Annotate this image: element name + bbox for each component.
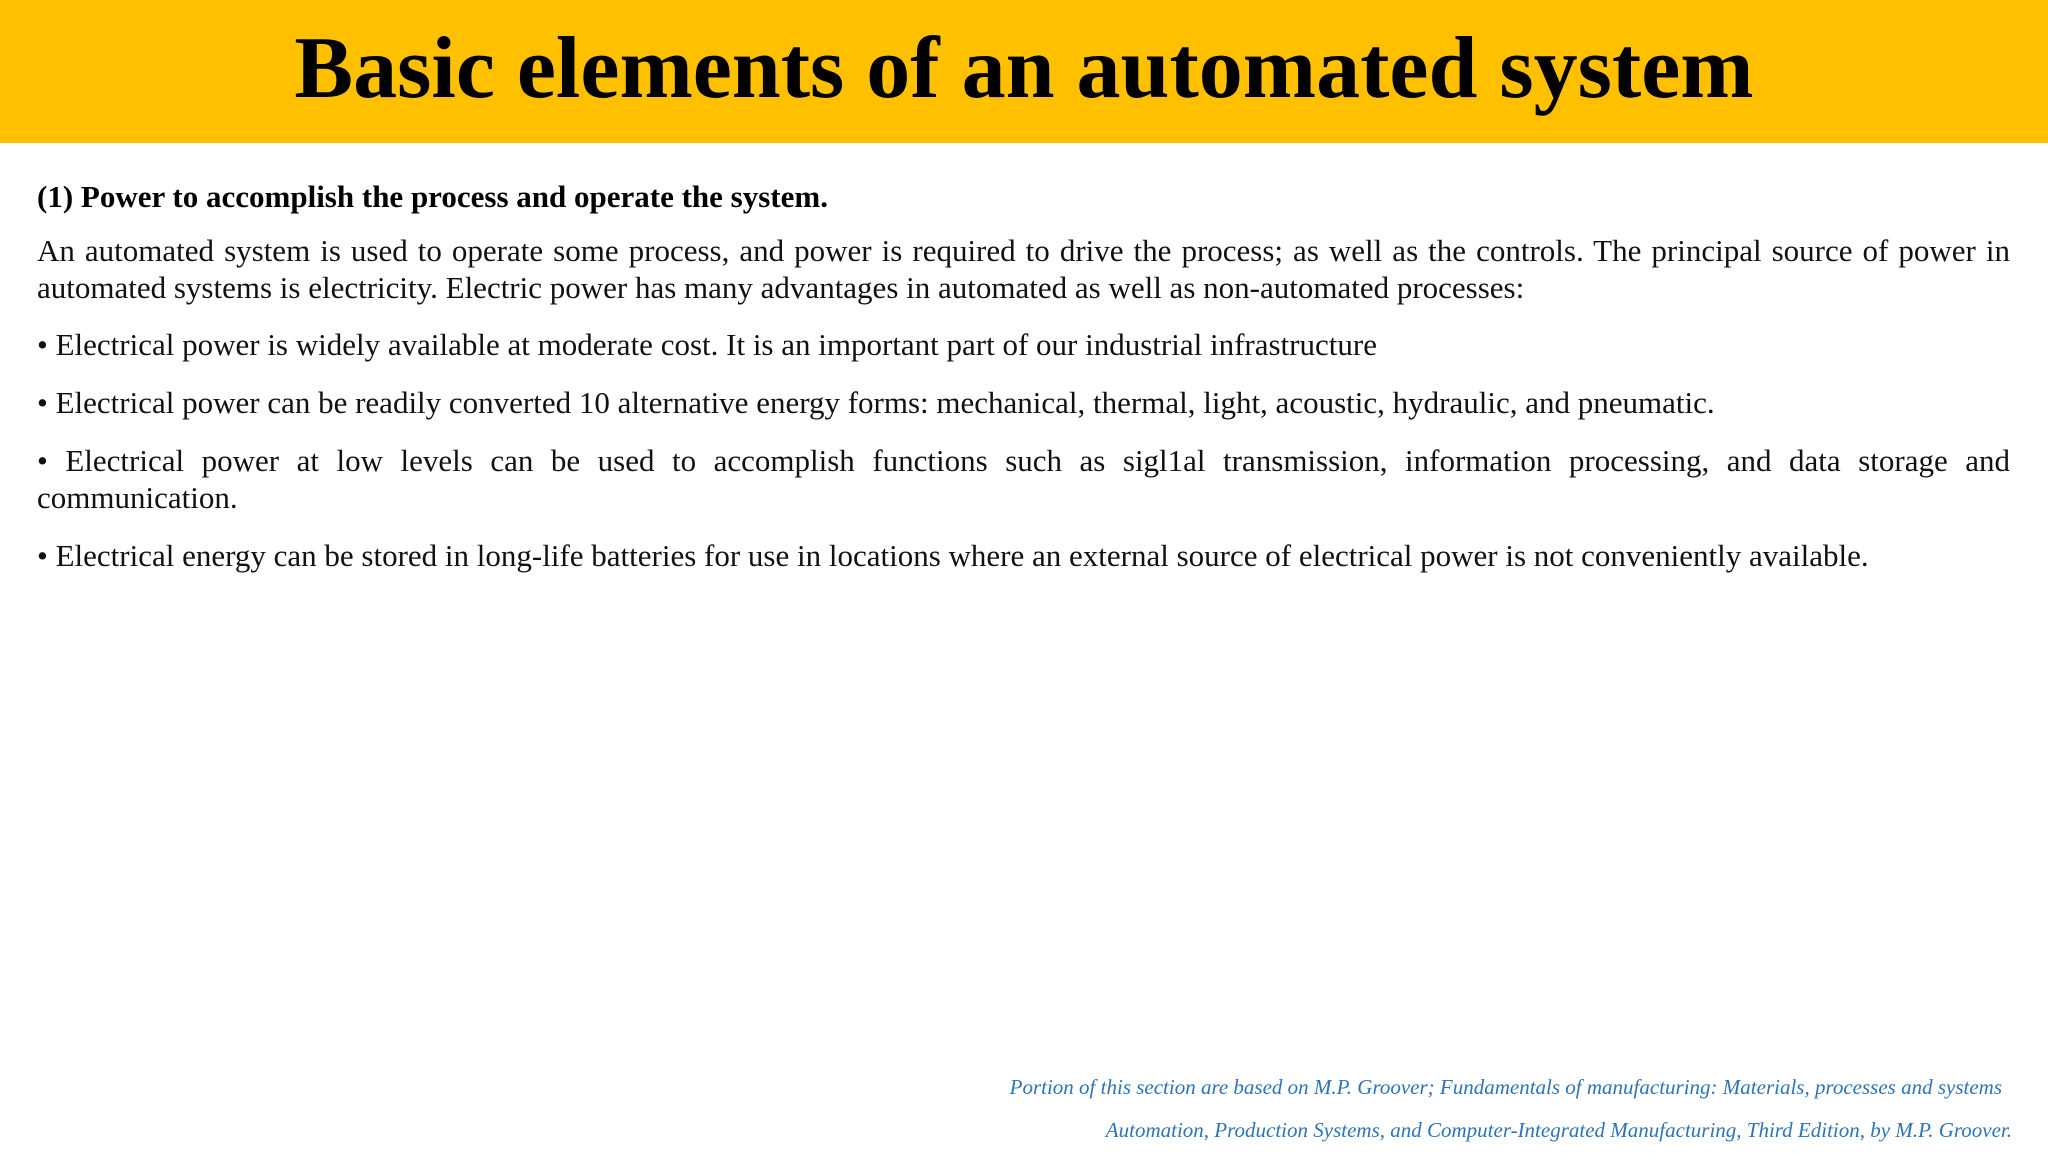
slide-title: Basic elements of an automated system xyxy=(294,19,1754,117)
slide-content xyxy=(37,178,2010,595)
bullet-item: • Electrical energy can be stored in long-life batteries for use in locations where an external source of electrical power is not conveniently available. xyxy=(37,538,1869,573)
bullet-item: • Electrical power is widely available at moderate cost. It is an important part of our industrial infrastructure xyxy=(37,327,1377,362)
references xyxy=(1010,1074,2012,1160)
intro-paragraph: An automated system is used to operate some process, and power is required to drive the process; as well as the controls. The principal source of power in automated systems is electricity. Electric power has many advantages in automated as well as non-automated processes: xyxy=(37,233,2010,305)
reference-line: Portion of this section are based on M.P. Groover; Fundamentals of manufacturing: Materials, processes and systems xyxy=(1009,1075,2002,1099)
bullet-item: • Electrical power can be readily converted 10 alternative energy forms: mechanical, thermal, light, acoustic, hydraulic, and pneumatic. xyxy=(37,385,1715,420)
section-heading: (1) Power to accomplish the process and operate the system. xyxy=(37,179,828,214)
bullet-list xyxy=(37,326,2010,574)
title-bar xyxy=(0,0,2048,143)
bullet-item: • Electrical power at low levels can be used to accomplish functions such as sigl1al transmission, information processing, and data storage and communication. xyxy=(37,443,2010,515)
reference-line: Automation, Production Systems, and Computer-Integrated Manufacturing, Third Edition, by M.P. Groover. xyxy=(1105,1118,2012,1142)
